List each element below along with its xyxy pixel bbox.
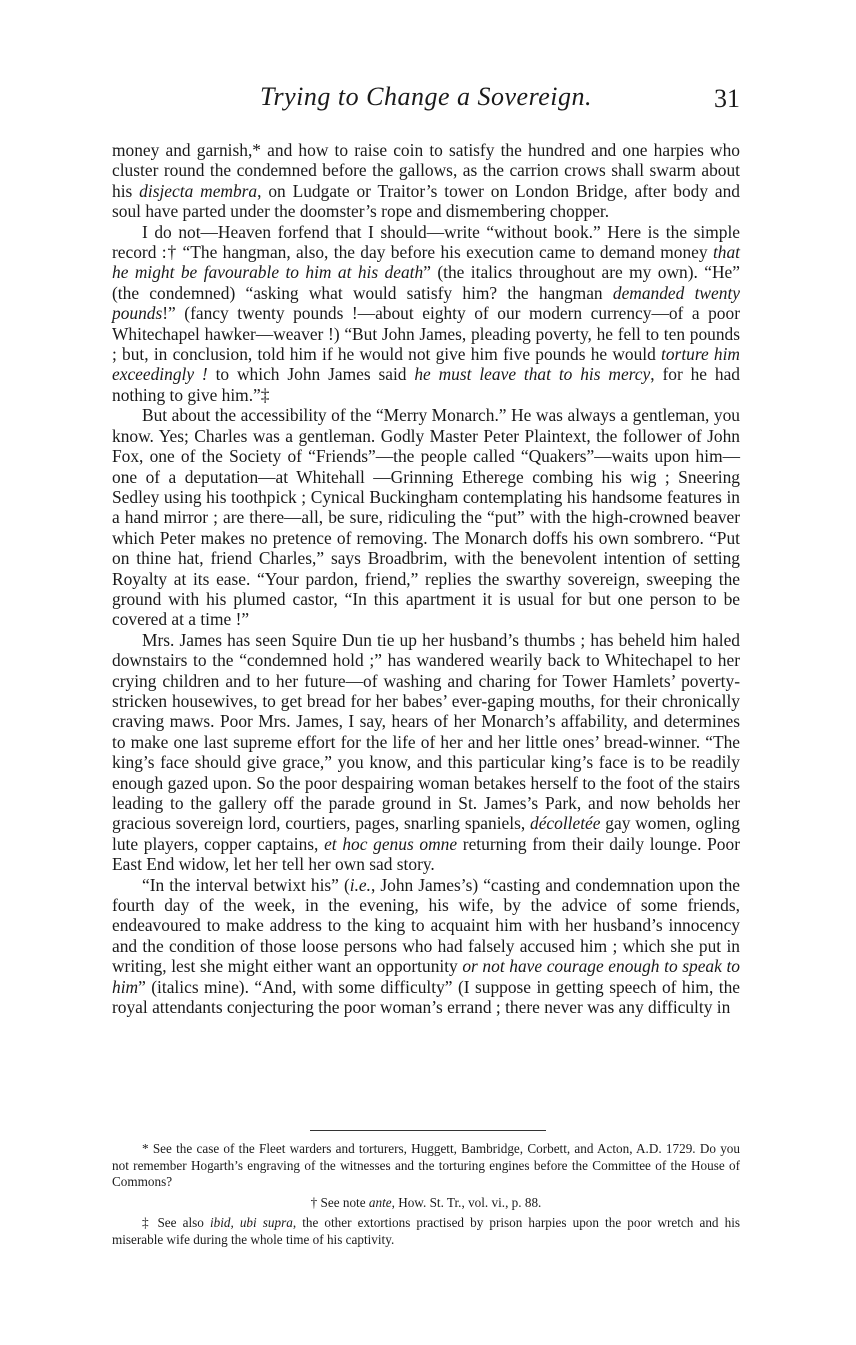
- italic-text-segment: demanded twenty pounds: [112, 282, 740, 324]
- paragraph: [112, 405, 740, 629]
- paragraph: [112, 875, 740, 1018]
- text-segment: !” (fancy twenty pounds !—about eighty of our modern currency—of a poor Whitechapel hawker—weaver !) “But John James, pleading poverty, he fell to ten pounds ; but, in conclusion, told him if he would not give him five pounds he would: [112, 303, 740, 365]
- text-segment: I do not—Heaven forfend that I should—write “without book.” Here is the simple record :† “The hangman, also, the day before his execution came to demand money: [112, 221, 740, 263]
- text-segment: Mrs. James has seen Squire Dun tie up her husband’s thumbs ; has beheld him haled downstairs to the “condemned hold ;” has wandered wearily back to Whitechapel to her crying children and to her future—of washing and charing for Tower Hamlets’ poverty-stricken housewives, to get bread for her babes’ ever-gaping mouths, for their chronically craving maws. Poor Mrs. James, I say, hears of her Monarch’s affability, and determines to make one last supreme effort for the life of her and her little ones’ bread-winner. “The king’s face should give grace,” you know, and this particular king’s face is to be readily enough gazed upon. So the poor despairing woman betakes herself to the foot of the stairs leading to the gallery off the parade ground in St. James’s Park, and now beholds her gracious sovereign lord, courtiers, pages, snarling spaniels,: [112, 629, 740, 834]
- text-segment: , John James’s) “casting and condemnation upon the fourth day of the week, in the evening, his wife, by the advice of some friends, endeavoured to make address to the king to acquaint him with her husband’s innocency and the condition of those loose persons who had falsely accused him ; which she put in writing, lest she might either want an opportunity: [112, 874, 740, 977]
- paragraph: [112, 222, 740, 406]
- italic-text-segment: et hoc genus omne: [324, 833, 458, 854]
- paragraph: [112, 630, 740, 875]
- page-header: [112, 82, 740, 116]
- text-segment: † See note: [310, 1194, 369, 1210]
- text-segment: But about the accessibility of the “Merry Monarch.” He was always a gentleman, you know. Yes; Charles was a gentleman. Godly Master Peter Plaintext, the follower of John Fox, one of the Society of “Friends”—the people called “Quakers”—waits upon him—one of a deputation—at Whitehall —Grinning Etherege combing his wig ; Sneering Sedley using his toothpick ; Cynical Buckingham contemplating his handsome features in a hand mirror ; are there—all, be sure, ridiculing the “put” with the high-crowned beaver which Peter makes no pretence of removing. The Monarch doffs his own sombrero. “Put on thine hat, friend Charles,” says Broadbrim, with the benevolent intention of setting Royalty at its ease. “Your pardon, friend,” replies the swarthy sovereign, sweeping the ground with his plumed castor, “In this apartment it is usual for but one person to be covered at a time !”: [112, 405, 740, 630]
- italic-text-segment: disjecta membra: [139, 180, 258, 201]
- text-segment: gay women, ogling lute players, copper captains,: [112, 813, 740, 854]
- paragraph: [112, 140, 740, 222]
- italic-text-segment: ibid, ubi supra: [209, 1215, 293, 1231]
- text-segment: , the other extortions practised by prison harpies upon the poor wretch and his miserable wife during the whole time of his captivity.: [112, 1215, 740, 1247]
- running-title: Trying to Change a Sovereign.: [259, 82, 592, 111]
- text-segment: , for he had nothing to give him.”‡: [112, 364, 740, 405]
- footnote: [112, 1141, 740, 1191]
- text-segment: ‡ See also: [142, 1215, 210, 1231]
- italic-text-segment: ante: [368, 1194, 392, 1210]
- footnote: [112, 1195, 740, 1212]
- page-number: 31: [714, 84, 740, 113]
- italic-text-segment: that he might be favourable to him at his death: [112, 242, 740, 283]
- footnote-divider: [310, 1130, 546, 1131]
- footnotes: [112, 1141, 740, 1253]
- text-segment: , How. St. Tr., vol. vi., p. 88.: [391, 1194, 542, 1210]
- text-segment: money and garnish,* and how to raise coin to satisfy the hundred and one harpies who cluster round the condemned before the gallows, as the carrion crows shall swarm about his: [112, 140, 740, 201]
- text-segment: ” (the italics throughout are my own). “He” (the condemned) “asking what would satisfy him? the hangman: [112, 262, 740, 303]
- text-segment: returning from their daily lounge. Poor East End widow, let her tell her own sad story.: [112, 833, 740, 875]
- text-segment: “In the interval betwixt his” (: [142, 874, 350, 895]
- italic-text-segment: torture him exceedingly !: [112, 344, 740, 385]
- text-segment: to which John James said: [207, 364, 415, 385]
- body-text: [112, 140, 740, 1017]
- footnote: [112, 1215, 740, 1248]
- italic-text-segment: or not have courage enough to speak to him: [112, 956, 740, 997]
- italic-text-segment: décolletée: [530, 813, 601, 834]
- italic-text-segment: i.e.: [349, 874, 371, 895]
- text-segment: , on Ludgate or Traitor’s tower on London Bridge, after body and soul have parted under the doomster’s rope and dismembering chopper.: [112, 180, 741, 222]
- text-segment: ” (italics mine). “And, with some difficulty” (I suppose in getting speech of him, the royal attendants conjecturing the poor woman’s errand ; there never was any difficulty in: [112, 976, 740, 1018]
- text-segment: * See the case of the Fleet warders and torturers, Huggett, Bambridge, Corbett, and Acton, A.D. 1729. Do you not remember Hogarth’s engraving of the witnesses and the torturing engines before the Committee of the House of Commons?: [112, 1141, 740, 1190]
- italic-text-segment: he must leave that to his mercy: [414, 364, 651, 385]
